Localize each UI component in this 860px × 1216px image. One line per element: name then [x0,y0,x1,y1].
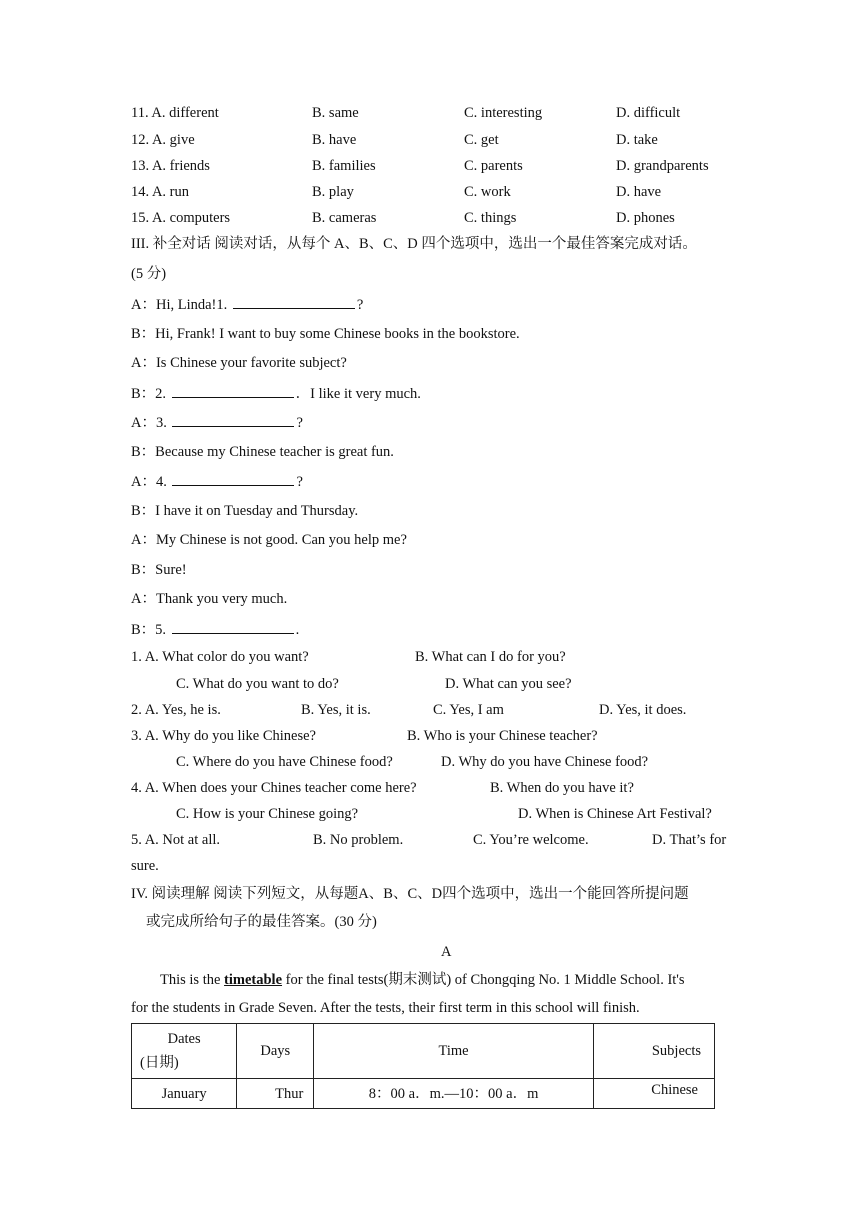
cell-subject: Chinese [593,1079,714,1109]
dialogue-line: B：Because my Chinese teacher is great fun. [131,444,394,460]
option-15-b: B. cameras [312,210,377,226]
cell-date: January [132,1079,237,1109]
dialogue-line: B：Hi, Frank! I want to buy some Chinese books in the bookstore. [131,326,520,342]
header-subjects: Subjects [593,1024,714,1079]
timetable [131,1023,715,1109]
option-11-a: 11. A. different [131,105,219,121]
dialogue-line: A：Is Chinese your favorite subject? [131,355,347,371]
section-4-title: IV. 阅读理解 阅读下列短文，从每题A、B、C、D四个选项中，选出一个能回答所提问题 [131,886,689,902]
option-12-c: C. get [464,132,499,148]
choice-2-a: 2. A. Yes, he is. [131,702,221,718]
dialogue-line: B：I have it on Tuesday and Thursday. [131,503,359,519]
section-3-score: (5 分) [131,266,167,282]
dialogue-line: A：4. ? [131,474,303,490]
section-4-title-continued: 或完成所给句子的最佳答案。(30 分) [146,914,377,930]
option-14-b: B. play [312,184,354,200]
choice-5-a: 5. A. Not at all. [131,832,221,848]
choice-2-b: B. Yes, it is. [301,702,371,718]
option-11-c: C. interesting [464,105,543,121]
table-row [132,1079,715,1109]
choice-4-a: 4. A. When does your Chines teacher come here? [131,780,417,796]
option-12-d: D. take [616,132,658,148]
option-13-a: 13. A. friends [131,158,210,174]
choice-3-d: D. Why do you have Chinese food? [441,754,649,770]
choice-2-c: C. Yes, I am [433,702,504,718]
answer-blank-4[interactable] [172,472,294,486]
option-15-c: C. things [464,210,517,226]
choice-5-b: B. No problem. [313,832,404,848]
answer-blank-1[interactable] [233,295,355,309]
choice-2-d: D. Yes, it does. [599,702,687,718]
dialogue-line: B：2. ．I like it very much. [131,386,421,402]
choice-4-b: B. When do you have it? [490,780,634,796]
option-14-a: 14. A. run [131,184,189,200]
option-13-d: D. grandparents [616,158,709,174]
option-13-b: B. families [312,158,376,174]
passage-paragraph-line-2: for the students in Grade Seven. After the tests, their first term in this school will finish. [131,1000,640,1016]
choice-1-d: D. What can you see? [445,676,572,692]
choice-3-b: B. Who is your Chinese teacher? [407,728,598,744]
option-12-b: B. have [312,132,357,148]
option-11-d: D. difficult [616,105,681,121]
dialogue-line: A：Hi, Linda!1. ? [131,297,364,313]
choice-5-c: C. You’re welcome. [473,832,589,848]
choice-1-c: C. What do you want to do? [176,676,339,692]
choice-4-d: D. When is Chinese Art Festival? [518,806,712,822]
passage-paragraph-line-1: This is the timetable for the final tests(期末测试) of Chongqing No. 1 Middle School. It's [160,972,685,988]
choice-5-d-continued: sure. [131,858,159,874]
dialogue-line: A：Thank you very much. [131,591,288,607]
answer-blank-2[interactable] [172,384,294,398]
option-12-a: 12. A. give [131,132,195,148]
header-time: Time [314,1024,594,1079]
dialogue-line: B：5. . [131,622,300,638]
dialogue-line: B：Sure! [131,562,187,578]
table-header-row [132,1024,715,1079]
passage-label: A [441,944,452,960]
answer-blank-3[interactable] [172,413,294,427]
cell-day: Thur [237,1079,314,1109]
option-15-a: 15. A. computers [131,210,231,226]
header-days: Days [237,1024,314,1079]
choice-3-c: C. Where do you have Chinese food? [176,754,393,770]
choice-1-a: 1. A. What color do you want? [131,649,309,665]
choice-3-a: 3. A. Why do you like Chinese? [131,728,316,744]
choice-4-c: C. How is your Chinese going? [176,806,359,822]
choice-1-b: B. What can I do for you? [415,649,566,665]
option-11-b: B. same [312,105,359,121]
answer-blank-5[interactable] [172,620,294,634]
option-14-c: C. work [464,184,511,200]
choice-5-d: D. That’s for [652,832,727,848]
timetable-keyword: timetable [224,972,283,988]
header-dates: Dates (日期) [132,1024,237,1079]
option-13-c: C. parents [464,158,523,174]
cell-time: 8：00 a．m.—10：00 a．m [314,1079,594,1109]
dialogue-line: A：My Chinese is not good. Can you help me? [131,532,407,548]
dialogue-line: A：3. ? [131,415,303,431]
option-15-d: D. phones [616,210,675,226]
option-14-d: D. have [616,184,662,200]
section-3-title: III. 补全对话 阅读对话，从每个 A、B、C、D 四个选项中，选出一个最佳答案完成对话。 [131,236,697,252]
